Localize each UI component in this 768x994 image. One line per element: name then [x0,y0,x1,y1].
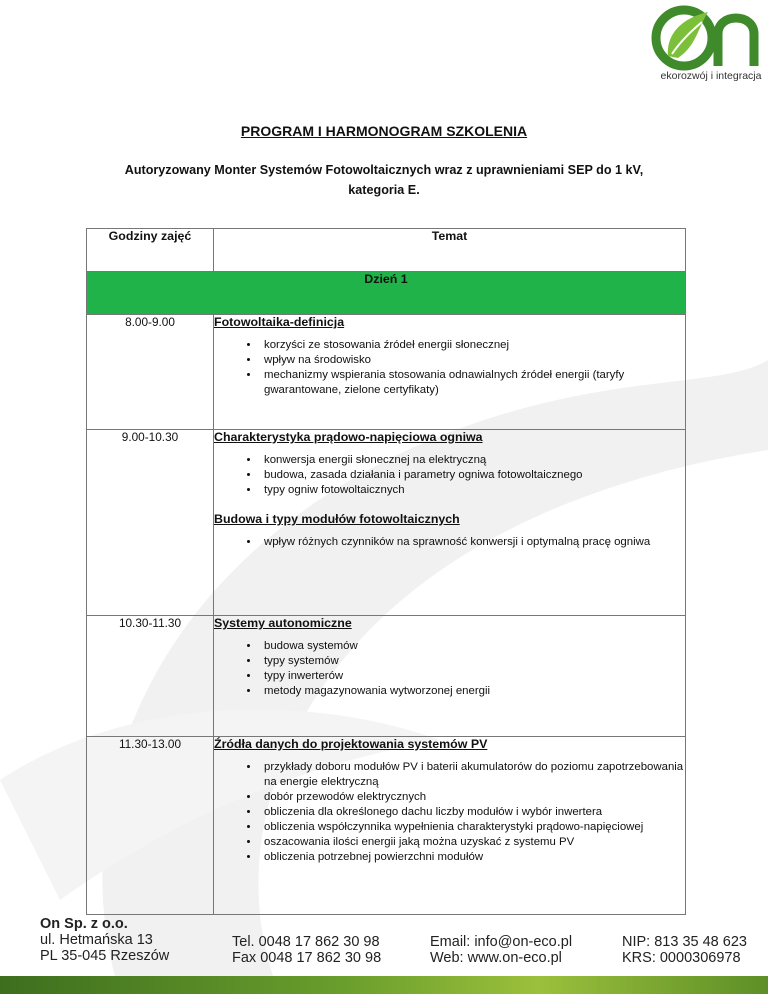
topic-list [214,535,685,550]
column-header-topic: Temat [214,229,686,272]
list-item: • konwersja energii słonecznej na elektryczną [260,453,685,468]
logo-tagline: ekorozwój i integracja [660,70,762,82]
list-item: • budowa systemów [260,639,685,654]
footer-web-link[interactable]: Web: www.on-eco.pl [430,950,562,966]
footer-nip: NIP: 813 35 48 623 [622,934,747,950]
subtitle-line-2: kategoria E. [348,183,420,197]
footer-bar [0,976,768,994]
topic-cell [214,430,686,616]
topic-list [214,760,685,865]
hours-cell: 9.00-10.30 [87,430,214,616]
hours-cell: 10.30-11.30 [87,616,214,737]
footer-email-link[interactable]: Email: info@on-eco.pl [430,934,573,950]
list-item: • budowa, zasada działania i parametry ogniwa fotowoltaicznego [260,468,685,483]
footer-phones [232,934,381,966]
footer-company: On Sp. z o.o. [40,916,128,932]
footer-fax: Fax 0048 17 862 30 98 [232,950,382,966]
list-item: • mechanizmy wspierania stosowania odnawialnych źródeł energii (taryfy gwarantowane, zielone certyfikaty) [260,368,685,398]
hours-cell: 8.00-9.00 [87,315,214,430]
list-item: • typy ogniw fotowoltaicznych [260,483,685,498]
page-title: PROGRAM I HARMONOGRAM SZKOLENIA [240,123,528,139]
table-row [87,737,686,915]
page-subtitle [80,160,688,200]
table-row [87,315,686,430]
section-title: Charakterystyka prądowo-napięciowa ogniwa [214,430,483,444]
topic-list [214,453,685,498]
footer-registration [622,934,747,966]
section-title: Fotowoltaika-definicja [214,315,345,329]
list-item: • typy systemów [260,654,685,669]
list-item: • oszacowania ilości energii jaką można uzyskać z systemu PV [260,835,685,850]
list-item: • dobór przewodów elektrycznych [260,790,685,805]
day-row [87,272,686,315]
topic-list [214,338,685,398]
day-label: Dzień 1 [87,272,686,315]
section-title: Systemy autonomiczne [214,616,352,630]
section-title: Budowa i typy modułów fotowoltaicznych [214,512,460,526]
list-item: • obliczenia dla określonego dachu liczby modułów i wybór inwertera [260,805,685,820]
topic-cell [214,737,686,915]
list-item: • obliczenia potrzebnej powierzchni modułów [260,850,685,865]
list-item: • przykłady doboru modułów PV i baterii akumulatorów do poziomu zapotrzebowania na energie elektryczną [260,760,685,790]
schedule-table [86,228,686,915]
subtitle-line-1: Autoryzowany Monter Systemów Fotowoltaicznych wraz z uprawnieniami SEP do 1 kV, [124,163,644,177]
footer-city: PL 35-045 Rzeszów [40,948,170,964]
topic-list [214,639,685,699]
footer-contact [430,934,572,966]
list-item: • metody magazynowania wytworzonej energii [260,684,685,699]
topic-cell [214,616,686,737]
list-item: • wpływ na środowisko [260,353,685,368]
hours-cell: 11.30-13.00 [87,737,214,915]
column-header-hours: Godziny zajęć [87,229,214,272]
table-row [87,616,686,737]
list-item: • typy inwerterów [260,669,685,684]
list-item: • korzyści ze stosowania źródeł energii słonecznej [260,338,685,353]
list-item: • wpływ różnych czynników na sprawność konwersji i optymalną pracę ogniwa [260,535,685,550]
list-item: • obliczenia współczynnika wypełnienia charakterystyki prądowo-napięciowej [260,820,685,835]
footer-krs: KRS: 0000306978 [622,950,741,966]
table-header-row [87,229,686,272]
topic-cell [214,315,686,430]
footer-street: ul. Hetmańska 13 [40,932,153,948]
page-footer [0,916,768,976]
section-title: Źródła danych do projektowania systemów PV [214,737,488,751]
footer-address [40,916,169,964]
footer-tel: Tel. 0048 17 862 30 98 [232,934,380,950]
table-row [87,430,686,616]
